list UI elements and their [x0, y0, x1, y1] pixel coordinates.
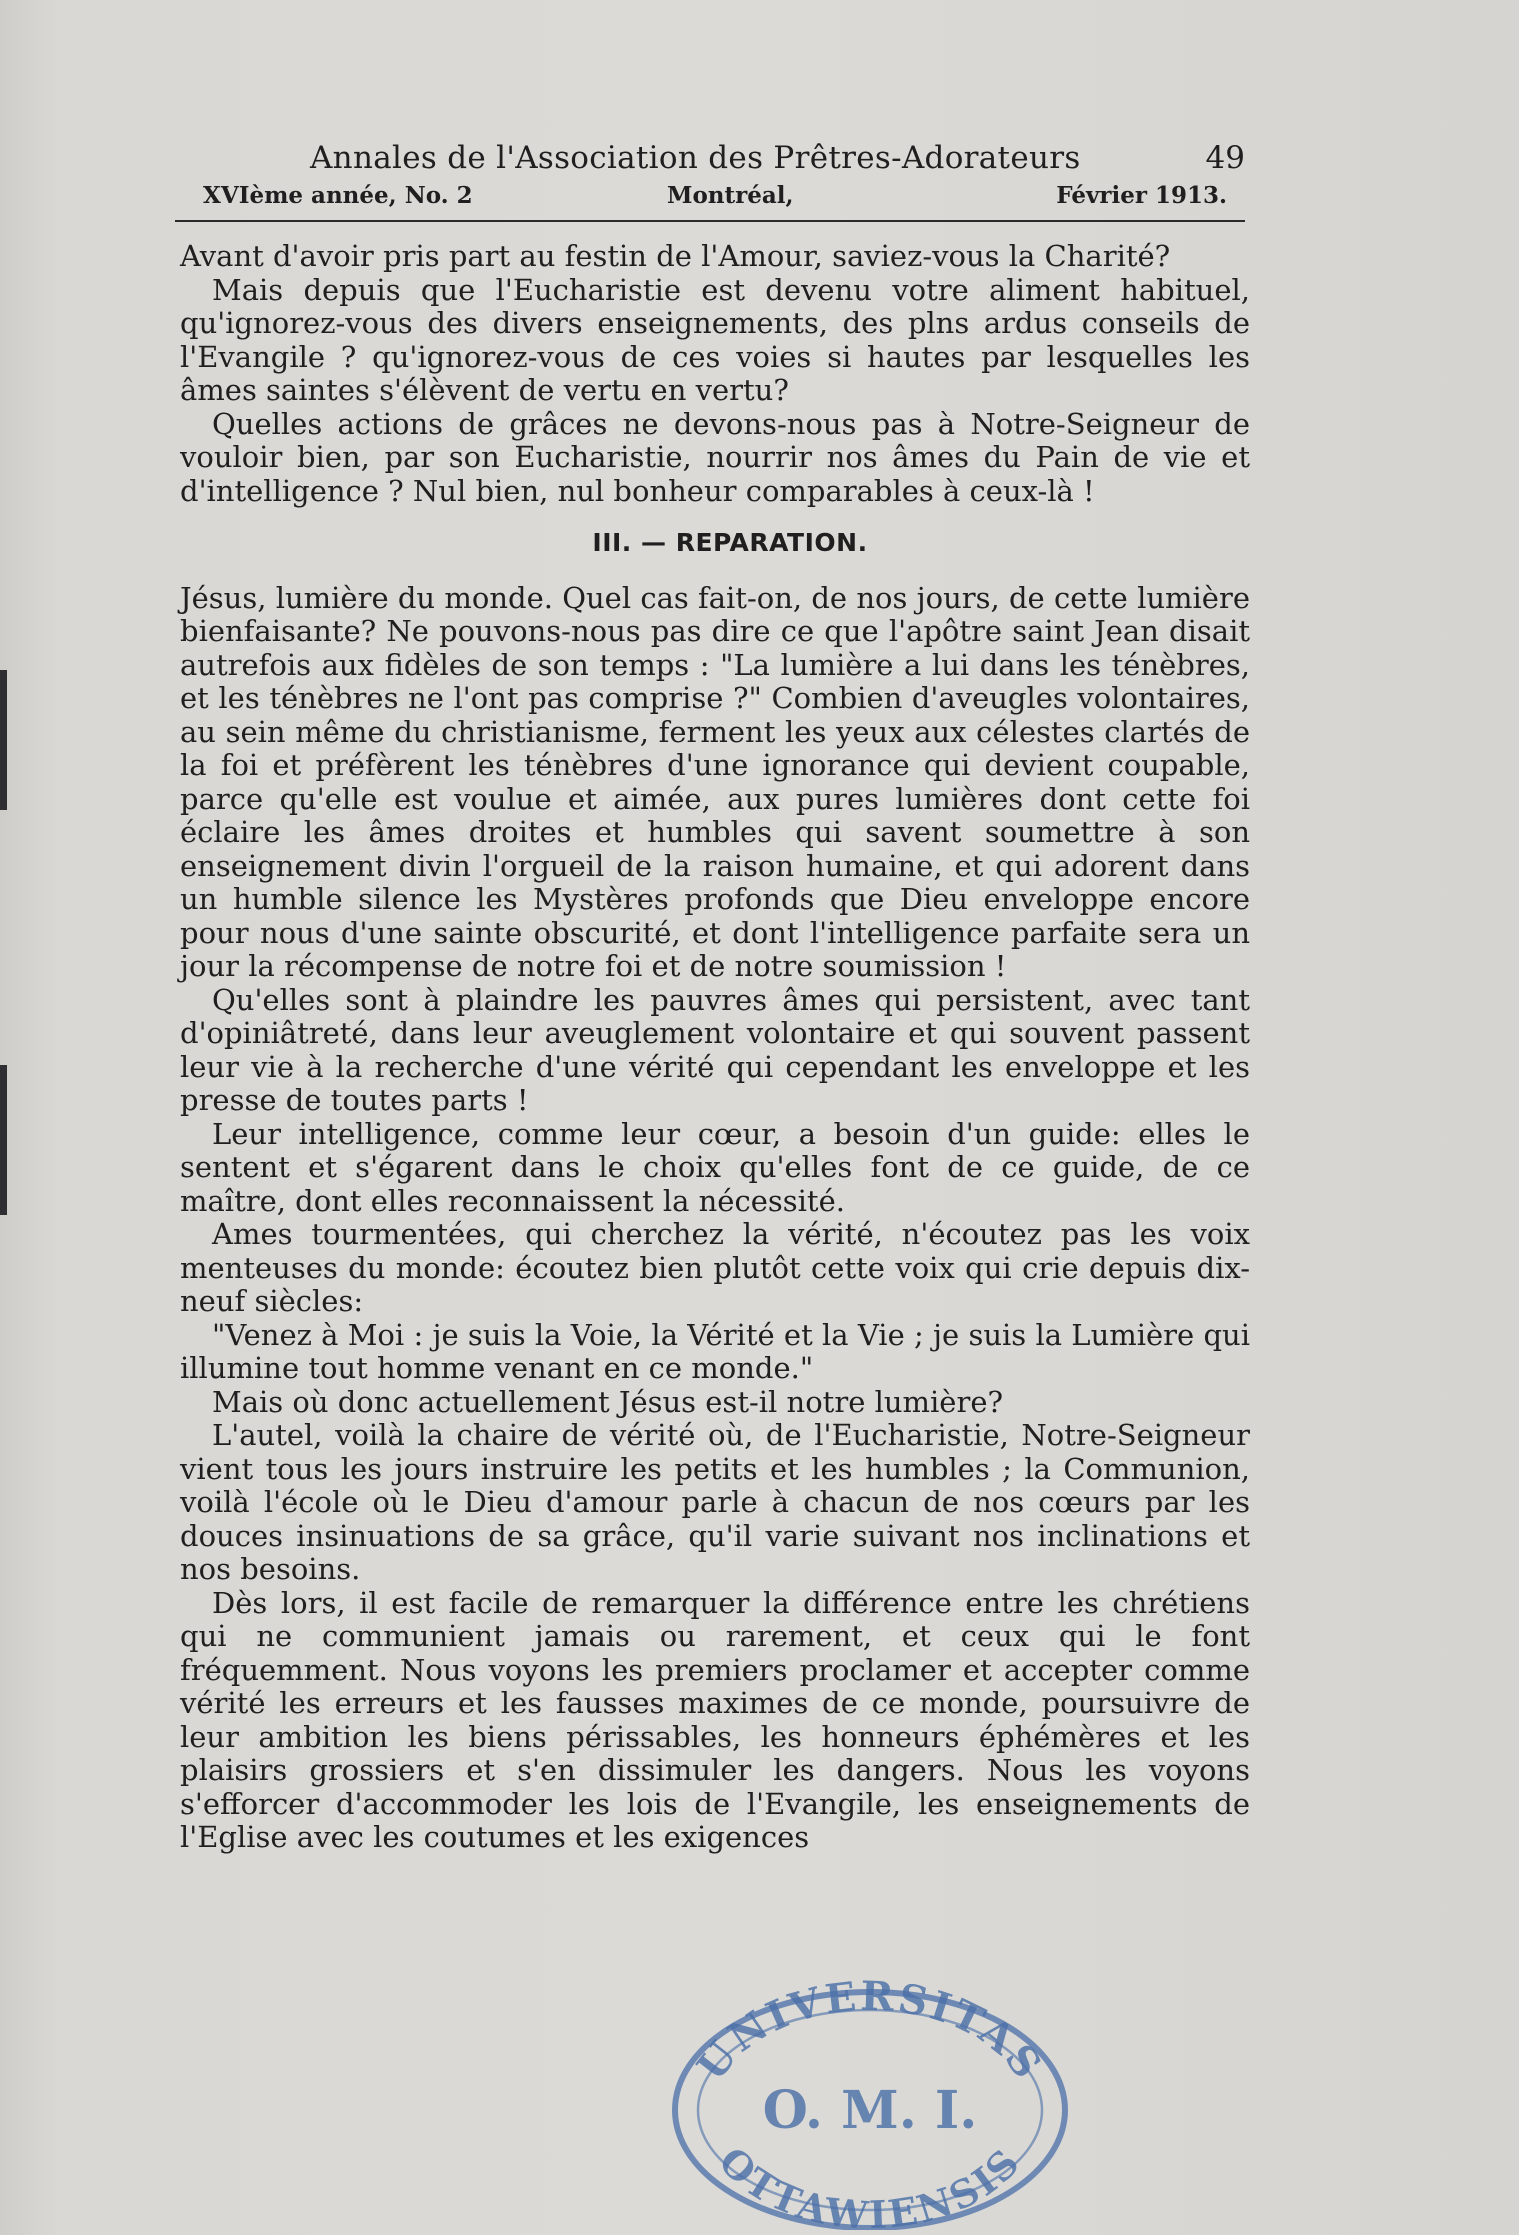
journal-title: Annales de l'Association des Prêtres-Adorateurs [310, 140, 1081, 176]
year-issue: XVIème année, No. 2 [203, 182, 473, 209]
article-body [180, 240, 1250, 1855]
page-number: 49 [1205, 140, 1245, 176]
paragraph: L'autel, voilà la chaire de vérité où, de l'Eucharistie, Notre-Seigneur vient tous les jours instruire les petits et les humbles ; la Communion, voilà l'école où le Dieu d'amour parle à chacun de nos cœurs par les douces insinuations de sa grâce, qu'il varie suivant nos inclinations et nos besoins. [180, 1418, 1250, 1586]
paragraph: Qu'elles sont à plaindre les pauvres âmes qui persistent, avec tant d'opiniâtreté, dans leur aveuglement volontaire et qui souvent passent leur vie à la recherche d'une vérité qui cependant les enveloppe et les presse de toutes parts ! [180, 982, 1250, 1117]
paragraph: Jésus, lumière du monde. Quel cas fait-on, de nos jours, de cette lumière bienfaisante? Ne pouvons-nous pas dire ce que l'apôtre saint Jean disait autrefois aux fidèles de son temps : "La lumière a lui dans les ténèbres, et les ténèbres ne l'ont pas comprise ?" Combien d'aveugles volontaires, au sein même du christianisme, ferment les yeux aux célestes clartés de la foi et préfèrent les ténèbres d'une ignorance qui devient coupable, parce qu'elle est voulue et aimée, aux pures lumières dont cette foi éclaire les âmes droites et humbles qui savent soumettre à son enseignement divin l'orgueil de la raison humaine, et qui adorent dans un humble silence les Mystères profonds que Dieu enveloppe encore pour nous d'une sainte obscurité, et dont l'intelligence parfaite sera un jour la récompense de notre foi et de notre soumission ! [180, 580, 1250, 983]
header-rule [175, 220, 1245, 222]
binding-mark-bottom [0, 1065, 7, 1215]
library-stamp [650, 1970, 1090, 2230]
paragraph: Leur intelligence, comme leur cœur, a besoin d'un guide: elles le sentent et s'égarent dans le choix qu'elles font de ce guide, de ce maître, dont elles reconnaissent la nécessité. [180, 1116, 1250, 1218]
issue-date: Février 1913. [1056, 182, 1227, 209]
paragraph: Quelles actions de grâces ne devons-nous pas à Notre-Seigneur de vouloir bien, par son Eucharistie, nourrir nos âmes du Pain de vie et d'intelligence ? Nul bien, nul bonheur comparables à ceux-là ! [180, 406, 1250, 508]
paragraph: Ames tourmentées, qui cherchez la vérité, n'écoutez pas les voix menteuses du monde: écoutez bien plutôt cette voix qui crie depuis dix-neuf siècles: [180, 1217, 1250, 1318]
paragraph: Dès lors, il est facile de remarquer la différence entre les chrétiens qui ne communient jamais ou rarement, et ceux qui le font fréquemment. Nous voyons les premiers proclamer et accepter comme vérité les erreurs et les fausses maximes de ce monde, poursuivre de leur ambition les biens périssables, les honneurs éphémères et les plaisirs grossiers et s'en dissimuler les dangers. Nous les voyons s'efforcer d'accommoder les lois de l'Evangile, les enseignements de l'Eglise avec les coutumes et les exigences [180, 1585, 1250, 1854]
paragraph: Mais où donc actuellement Jésus est-il notre lumière? [212, 1384, 1004, 1419]
stamp-bottom-text: OTTAWIENSIS [710, 2138, 1030, 2230]
paragraph: Avant d'avoir pris part au festin de l'Amour, saviez-vous la Charité? [180, 239, 1171, 273]
city: Montréal, [667, 182, 794, 209]
binding-mark-top [0, 670, 7, 810]
stamp-center-text: O. M. I. [762, 2080, 978, 2141]
paragraph: Mais depuis que l'Eucharistie est devenu votre aliment habituel, qu'ignorez-vous des divers enseignements, des plns ardus conseils de l'Evangile ? qu'ignorez-vous de ces voies si hautes par lesquelles les âmes saintes s'élèvent de vertu en vertu? [180, 272, 1250, 407]
section-heading: III. — REPARATION. [592, 528, 868, 557]
stamp-top-text: UNIVERSITAS [688, 1972, 1053, 2090]
running-header [175, 140, 1245, 214]
paragraph: "Venez à Moi : je suis la Voie, la Vérité et la Vie ; je suis la Lumière qui illumine tout homme venant en ce monde." [180, 1317, 1250, 1385]
